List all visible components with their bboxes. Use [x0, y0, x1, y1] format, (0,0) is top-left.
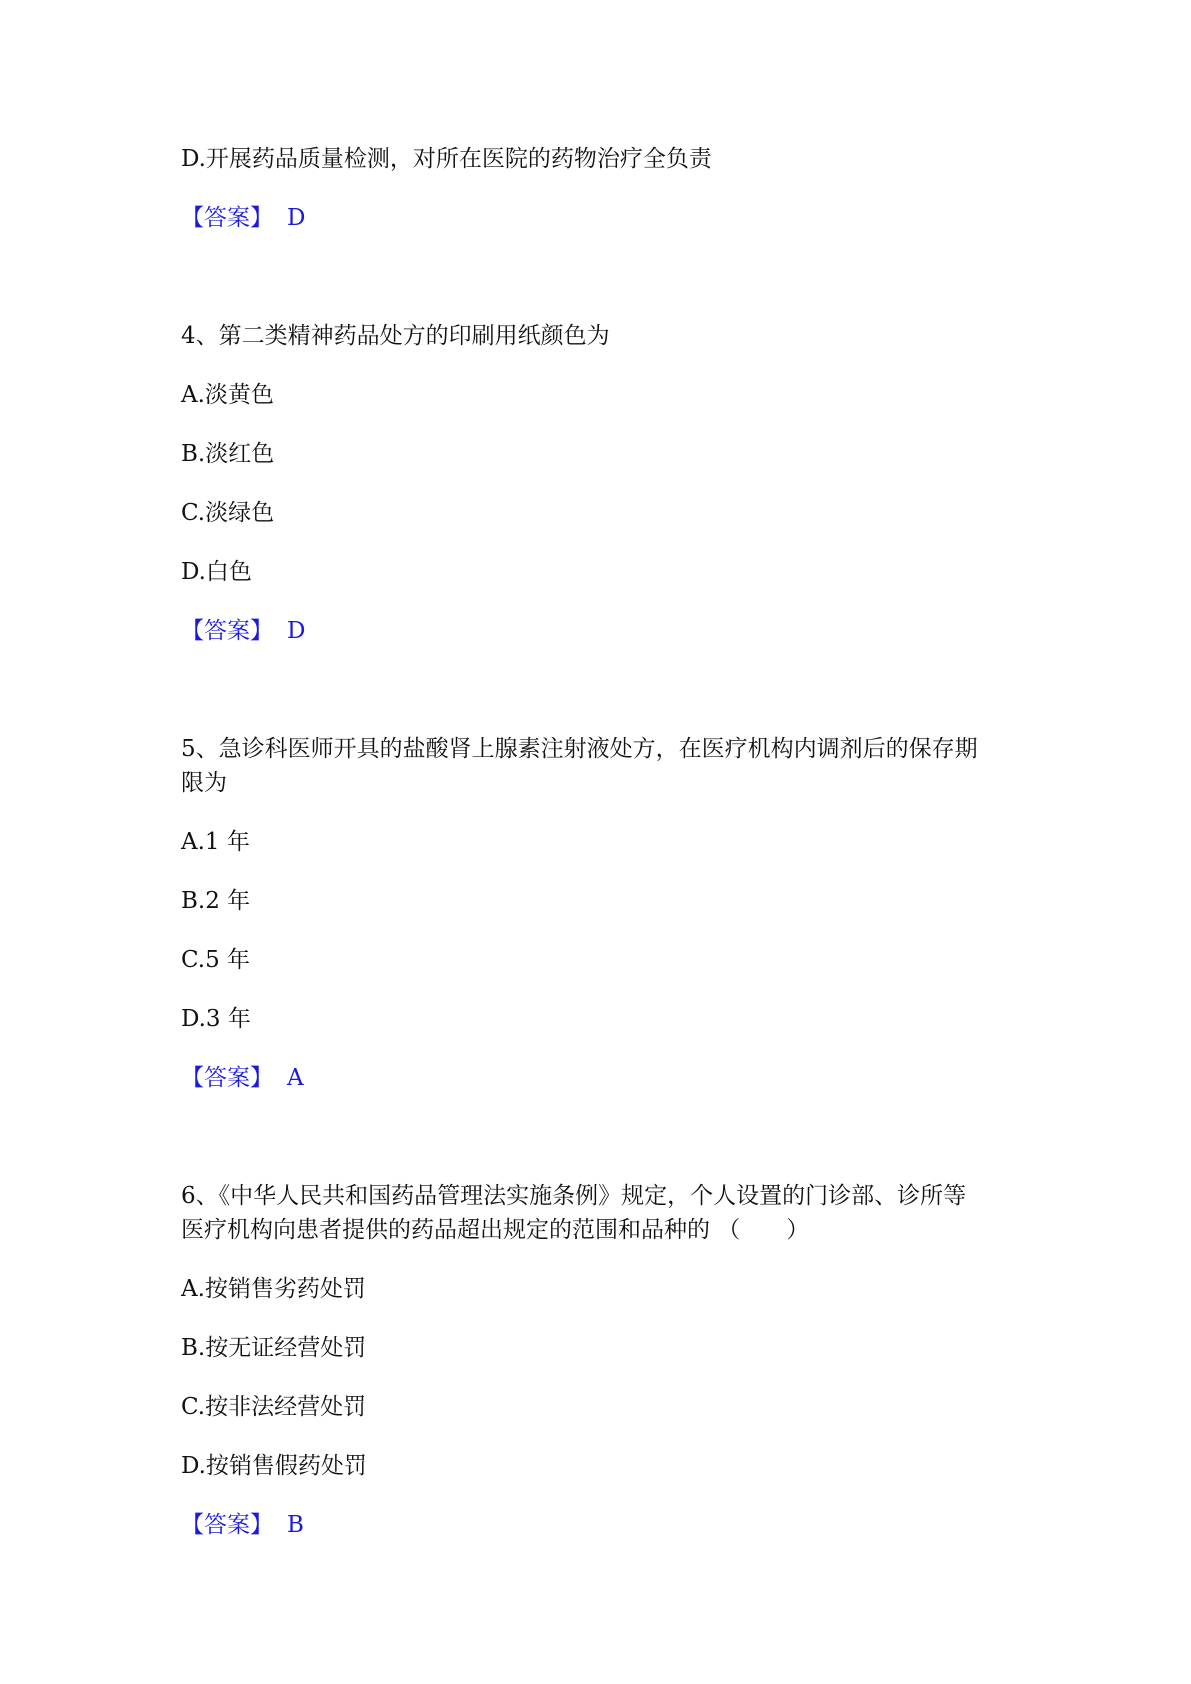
q5-option-a: A.1 年 — [181, 829, 250, 855]
q4-option-c: C.淡绿色 — [181, 500, 275, 526]
answer-label: 【答案】 — [181, 205, 273, 231]
q4-answer — [181, 614, 978, 648]
answer-label: 【答案】 — [181, 618, 273, 644]
q5-question-line1: 5、急诊科医师开具的盐酸肾上腺素注射液处方，在医疗机构内调剂后的保存期 — [181, 736, 978, 762]
q5-answer — [181, 1061, 978, 1095]
q3-answer — [181, 201, 978, 235]
q3-option-d: D.开展药品质量检测，对所在医院的药物治疗全负责 — [181, 146, 712, 172]
q5-option-d: D.3 年 — [181, 1006, 251, 1032]
answer-label: 【答案】 — [181, 1065, 273, 1091]
q4-option-b: B.淡红色 — [181, 441, 275, 467]
answer-value: D — [287, 205, 306, 231]
answer-value: B — [287, 1512, 304, 1538]
q5-option-b: B.2 年 — [181, 888, 251, 914]
question-4 — [181, 319, 978, 648]
q6-option-a: A.按销售劣药处罚 — [181, 1276, 366, 1302]
question-3-tail — [181, 142, 978, 235]
q6-question-line1: 6、《中华人民共和国药品管理法实施条例》规定，个人设置的门诊部、诊所等 — [181, 1183, 967, 1209]
q5-option-c: C.5 年 — [181, 947, 251, 973]
q5-question-line2: 限为 — [181, 770, 227, 796]
q4-option-d: D.白色 — [181, 559, 252, 585]
question-5 — [181, 732, 978, 1095]
q6-option-b: B.按无证经营处罚 — [181, 1335, 367, 1361]
q6-option-c: C.按非法经营处罚 — [181, 1394, 367, 1420]
q6-question-line2: 医疗机构向患者提供的药品超出规定的范围和品种的 （ ） — [181, 1217, 810, 1243]
q4-question: 4、第二类精神药品处方的印刷用纸颜色为 — [181, 323, 610, 349]
q6-answer — [181, 1508, 978, 1542]
answer-label: 【答案】 — [181, 1512, 273, 1538]
answer-value: D — [287, 618, 306, 644]
q6-option-d: D.按销售假药处罚 — [181, 1453, 367, 1479]
question-6 — [181, 1179, 978, 1542]
document-body — [181, 142, 978, 1542]
answer-value: A — [287, 1065, 304, 1091]
q4-option-a: A.淡黄色 — [181, 382, 274, 408]
